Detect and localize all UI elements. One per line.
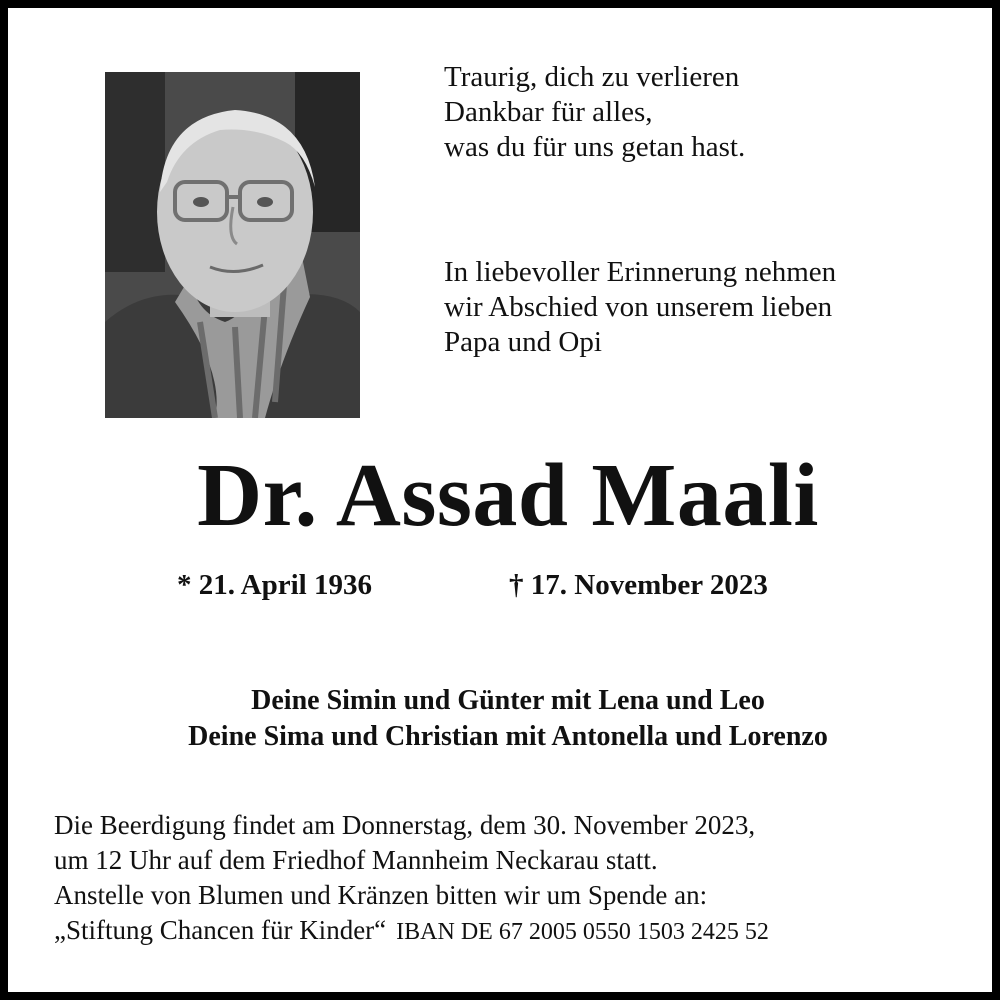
birth-date: * 21. April 1936 — [177, 569, 372, 601]
verse-line: Traurig, dich zu verlieren — [444, 61, 740, 93]
details-line: Die Beerdigung findet am Donnerstag, dem 30. November 2023, — [54, 810, 756, 840]
family-line: Deine Simin und Günter mit Lena und Leo — [251, 685, 765, 716]
verse — [444, 60, 745, 165]
deceased-name: Dr. Assad Maali — [197, 446, 819, 545]
verse-line: was du für uns getan hast. — [444, 131, 746, 163]
details-line: um 12 Uhr auf dem Friedhof Mannheim Neckarau statt. — [54, 845, 658, 875]
donation-line — [54, 913, 769, 950]
intro-line: In liebevoller Erinnerung nehmen — [444, 256, 837, 288]
portrait-photo — [105, 72, 360, 418]
intro-line: Papa und Opi — [444, 326, 602, 358]
portrait-illustration — [105, 72, 360, 418]
verse-line: Dankbar für alles, — [444, 96, 653, 128]
farewell-intro — [444, 255, 836, 360]
iban-number: IBAN DE 67 2005 0550 1503 2425 52 — [396, 919, 769, 945]
funeral-details — [54, 808, 769, 950]
family-signatures — [8, 683, 1000, 755]
details-line: Anstelle von Blumen und Kränzen bitten wir um Spende an: — [54, 880, 708, 910]
death-date: † 17. November 2023 — [509, 569, 768, 601]
donation-organization: „Stiftung Chancen für Kinder“ — [54, 915, 387, 945]
intro-line: wir Abschied von unserem lieben — [444, 291, 833, 323]
family-line: Deine Sima und Christian mit Antonella und Lorenzo — [188, 721, 828, 752]
